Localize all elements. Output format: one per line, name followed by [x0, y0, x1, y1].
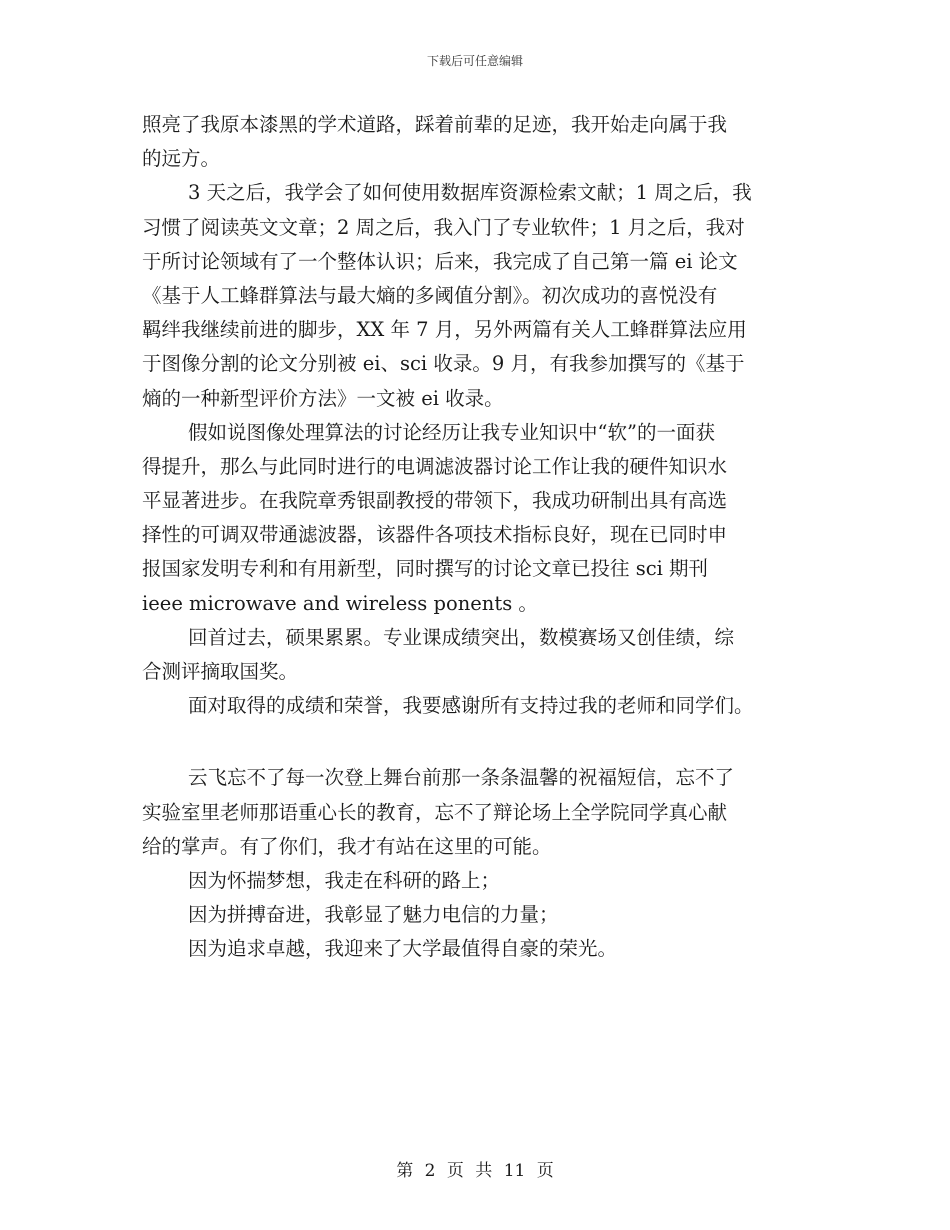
text-line: 择性的可调双带通滤波器，该器件各项技术指标良好，现在已同时申	[142, 523, 728, 547]
text-line: 3 天之后，我学会了如何使用数据库资源检索文献；1 周之后，我	[188, 181, 752, 205]
text-line: 合测评摘取国奖。	[142, 660, 299, 683]
text-line: 因为拼搏奋进，我彰显了魅力电信的力量；	[188, 903, 559, 927]
text-line: 给的掌声。有了你们，我才有站在这里的可能。	[142, 834, 552, 858]
text-line: 报国家发明专利和有用新型，同时撰写的讨论文章已投往 sci 期刊	[142, 557, 709, 581]
text-line: 习惯了阅读英文文章；2 周之后，我入门了专业软件；1 月之后，我对	[142, 215, 745, 239]
text-line: 面对取得的成绩和荣誉，我要感谢所有支持过我的老师和同学们。	[188, 694, 754, 718]
text-line: 云飞忘不了每一次登上舞台前那一条条温馨的祝福短信，忘不了	[188, 766, 735, 790]
text-line: 羁绊我继续前进的脚步，XX 年 7 月，另外两篇有关人工蜂群算法应用	[142, 318, 747, 342]
text-line: 《基于人工蜂群算法与最大熵的多阈值分割》。初次成功的喜悦没有	[142, 283, 718, 307]
text-line: 假如说图像处理算法的讨论经历让我专业知识中“软”的一面获	[188, 420, 715, 444]
text-line: 因为怀揣梦想，我走在科研的路上；	[188, 868, 501, 892]
text-line: 平显著进步。在我院章秀银副教授的带领下，我成功研制出具有高选	[142, 489, 728, 513]
text-line: 因为追求卓越，我迎来了大学最值得自豪的荣光。	[188, 937, 618, 961]
text-line: 照亮了我原本漆黑的学术道路，踩着前辈的足迹，我开始走向属于我	[142, 113, 728, 136]
paragraph-gap	[142, 723, 822, 761]
text-line: ieee microwave and wireless ponents 。	[142, 591, 538, 615]
text-line: 得提升，那么与此同时进行的电调滤波器讨论工作让我的硬件知识水	[142, 454, 728, 478]
page-footer: 第 2 页 共 11 页	[396, 1161, 554, 1181]
text-line: 熵的一种新型评价方法》一文被 ei 收录。	[142, 386, 504, 410]
text-line: 的远方。	[142, 147, 221, 171]
text-line: 回首过去，硕果累累。专业课成绩突出，数模赛场又创佳绩，综	[188, 625, 735, 649]
text-line: 实验室里老师那语重心长的教育，忘不了辩论场上全学院同学真心献	[142, 800, 728, 824]
body-text	[142, 108, 822, 967]
text-line: 于图像分割的论文分别被 ei、sci 收录。9 月，有我参加撰写的《基于	[142, 352, 745, 376]
page-header: 下载后可任意编辑	[426, 54, 523, 68]
text-line: 于所讨论领域有了一个整体认识；后来，我完成了自己第一篇 ei 论文	[142, 249, 738, 273]
